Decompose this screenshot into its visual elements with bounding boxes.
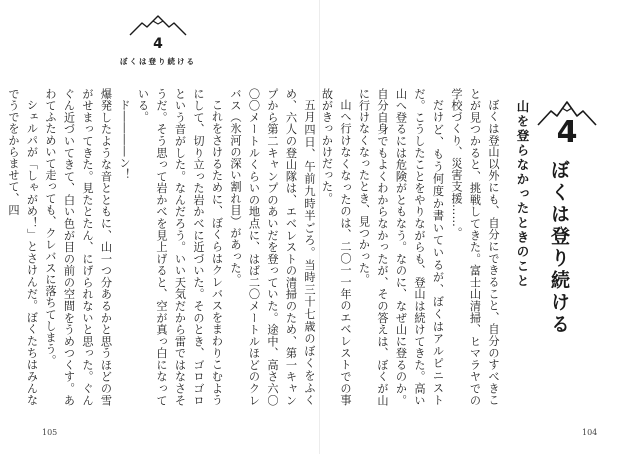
paragraph: ぼくは登山以外にも、自分にできること、自分のすべきことが見つかると、挑戦してきた。富士山清掃、ヒマラヤでの学校づくり、災害支援……。 <box>450 88 500 406</box>
running-header <box>116 14 200 70</box>
chapter-title: ぼくは登り続ける <box>548 160 570 336</box>
mountain-icon <box>128 14 188 36</box>
running-header-title: ぼくは登り続ける <box>120 57 196 66</box>
paragraph: 五月四日、午前九時半ごろ。当時三十七歳のぼくをふくめ、六人の登山隊は、エベレストの清掃のため、第一キャンプから第二キャンプのあいだを登っていた。途中、高さ六〇〇〇メートルくらいの地点に、はば二〇メートルほどのクレバス（氷河の深い割れ目）があった。 <box>229 88 316 406</box>
paragraph: 山へ行けなくなったのは、二〇一一年のエベレストでの事故がきっかけだった。 <box>320 88 352 406</box>
paragraph: これをさけるために、ぼくらはクレバスをまわりこむようにして、切り立った岩かべに近づいた。そのとき、ゴロゴロという音がした。なんだろう。いい天気だから雷ではなさそうだ。そう思って岩かべを見上げると、空が真っ白になっている。 <box>136 88 224 406</box>
paragraph: ド――――ン！ <box>118 99 131 181</box>
running-header-number: 4 <box>153 36 163 52</box>
page-number-right: 104 <box>582 428 598 437</box>
paragraph: だけど、もう何度か書いているが、ぼくはアルピニストだ。こうしたことをやりながらも、登山は続けてきた。高い山へ登るには危険がともなう。なのに、なぜ山に登るのか。自分自身でもよくわからなかったが、その答えは、ぼくが山に行けなくなったとき、見つかった。 <box>357 88 445 406</box>
right-body-text <box>320 88 502 406</box>
section-heading: 山を登らなかったときのこと <box>515 100 530 289</box>
page-number-left: 105 <box>42 428 58 437</box>
paragraph: シェルパが「しゃがめ！」とさけんだ。ぼくたちはみんなでうでをからませて、四 <box>7 88 39 406</box>
left-body-text <box>7 88 318 406</box>
paragraph: 爆発したような音とともに、山一つ分あるかと思うほどの雪がせまってきた。見たとたん、にげられないと思った。ぐんぐん近づいてきて、白い色が目の前の空間をうめつくす。あわてふためいて走っても、クレバスに落ちてしまう。 <box>44 88 113 406</box>
chapter-number: 4 <box>556 115 578 150</box>
